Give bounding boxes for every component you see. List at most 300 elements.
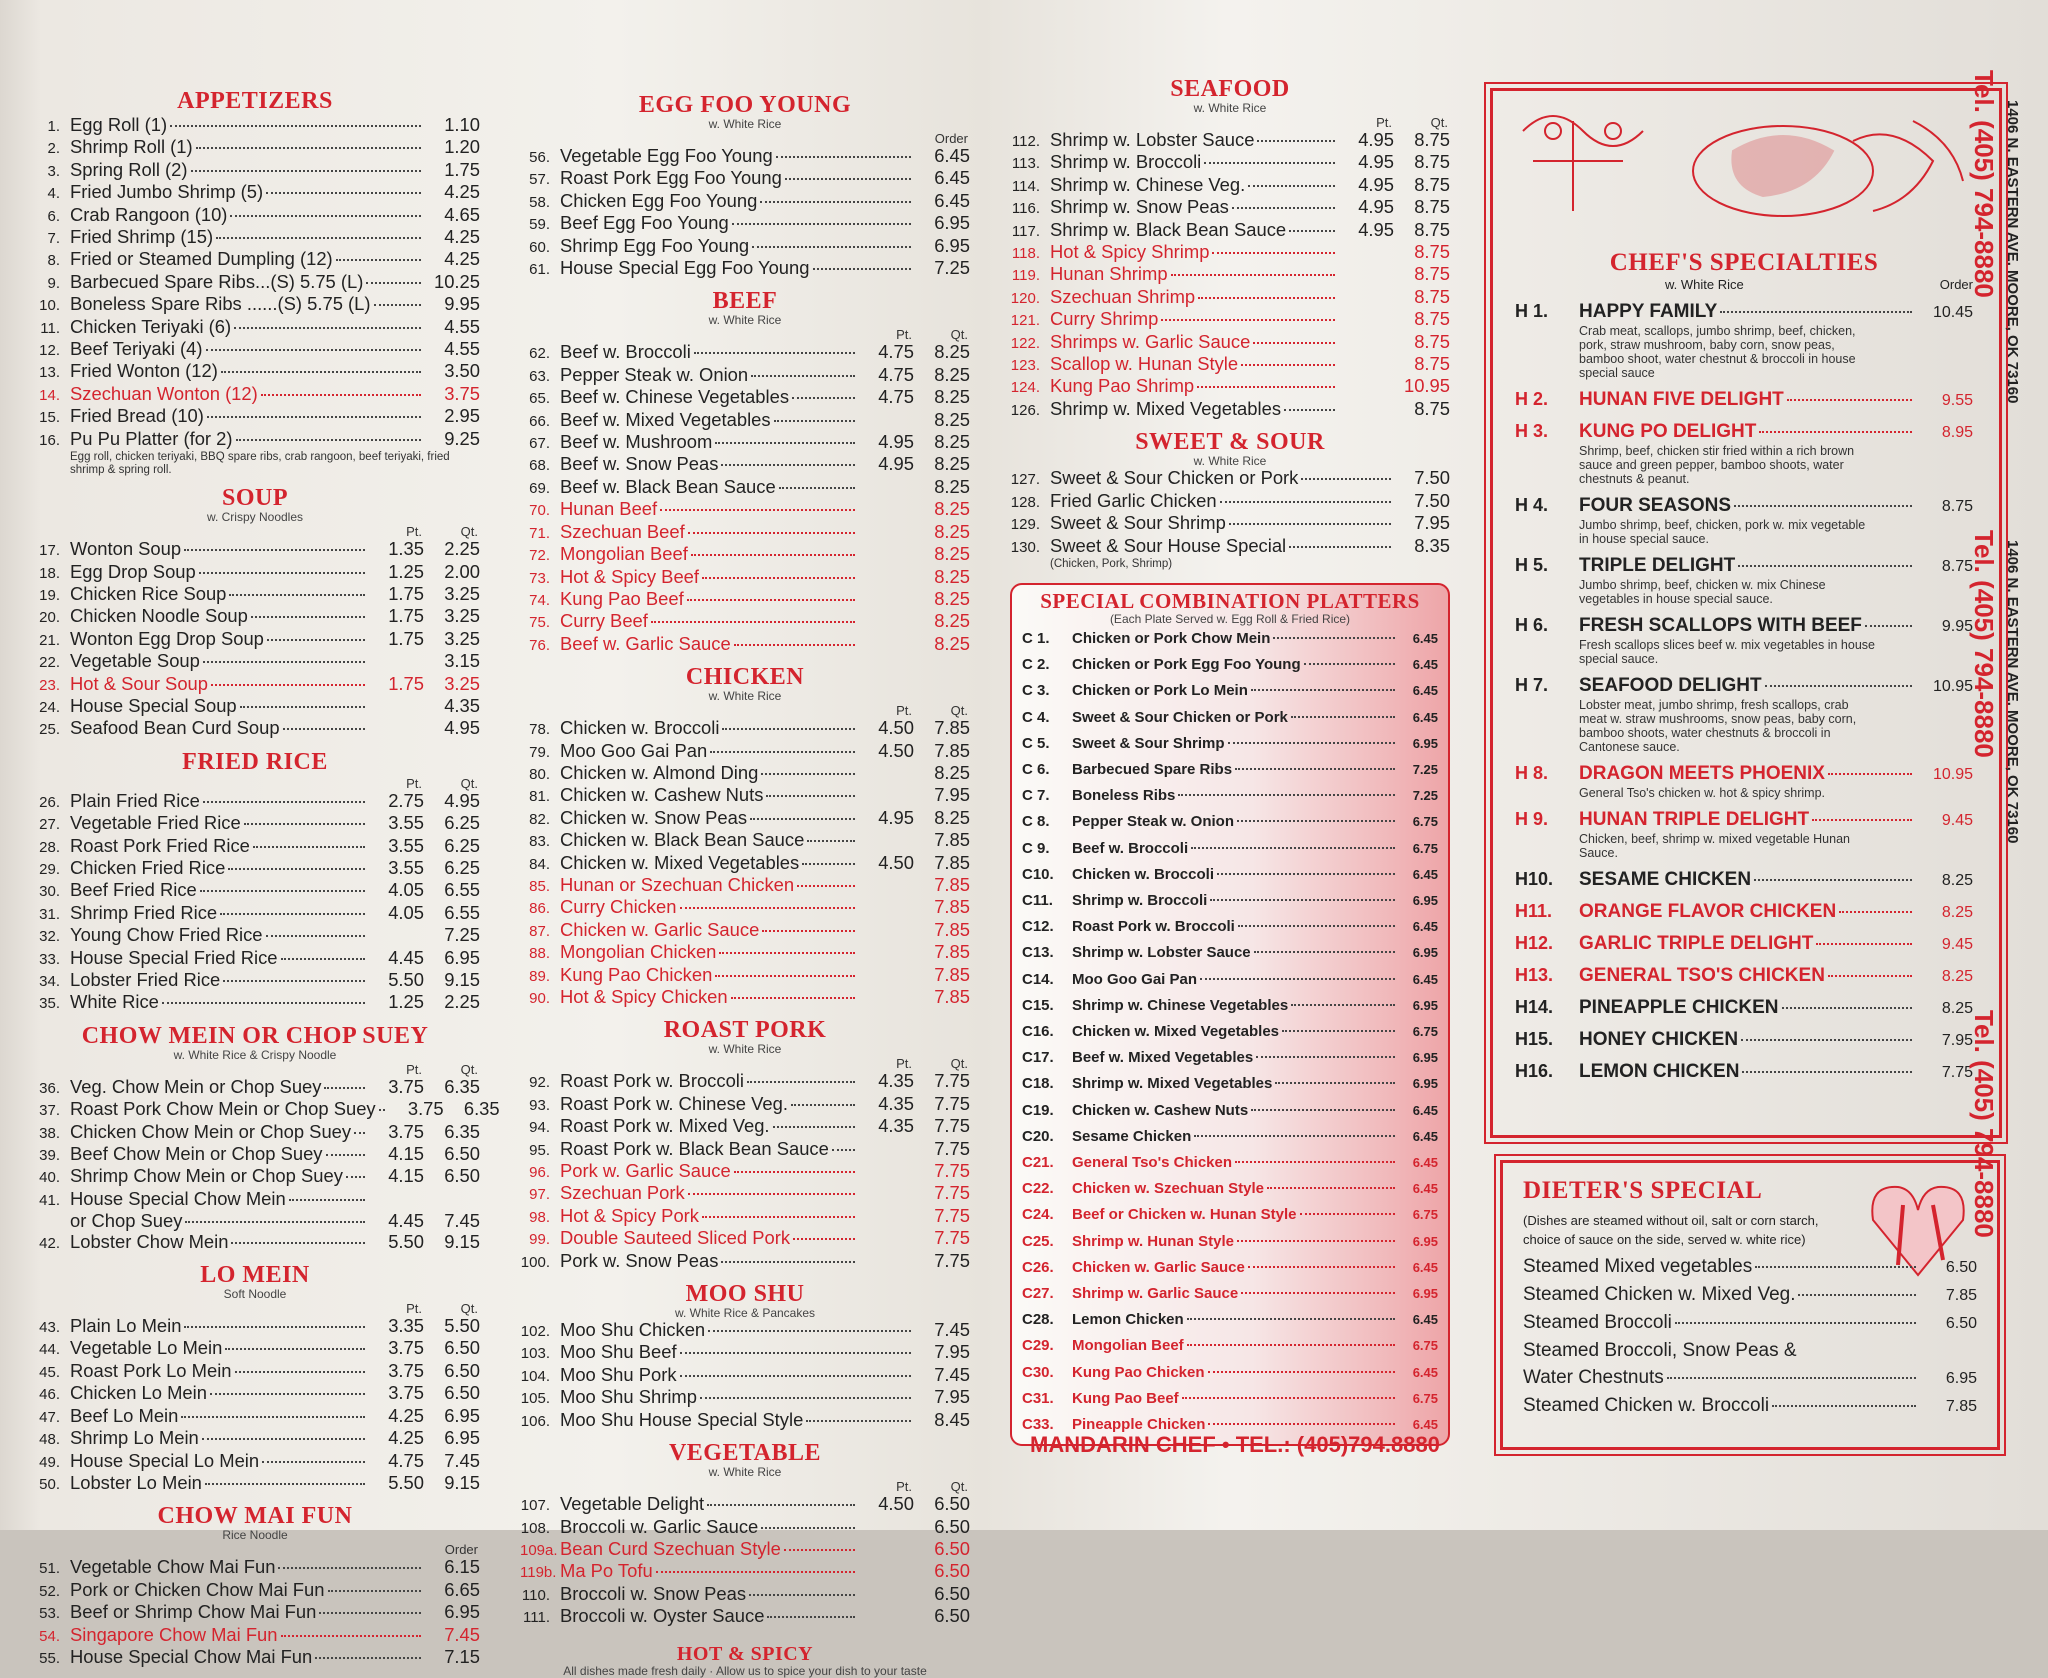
item-price: 4.25: [444, 248, 480, 270]
leader-dots: [236, 439, 421, 441]
leader-dots: [200, 890, 365, 892]
chef-name: PINEAPPLE CHICKEN: [1579, 997, 1779, 1018]
leader-dots: [774, 420, 855, 422]
item-number: 78.: [529, 721, 550, 739]
item-number: 13.: [39, 364, 60, 382]
menu-item: [520, 1206, 970, 1228]
item-number: 38.: [39, 1124, 60, 1142]
item-qt-price: 2.00: [444, 560, 480, 582]
combo-name: Shrimp w. Mixed Vegetables: [1072, 1075, 1273, 1093]
combo-item: [1022, 1386, 1438, 1412]
menu-item: [520, 897, 970, 919]
item-name: Shrimp w. Broccoli: [1050, 151, 1202, 173]
leader-dots: [281, 1635, 421, 1637]
item-pt-price: 3.75: [407, 1098, 444, 1120]
item-name: Ma Po Tofu: [560, 1560, 653, 1582]
dieter-price: 7.85: [1945, 1398, 1977, 1415]
leader-dots: [1191, 847, 1395, 849]
item-name: Kung Pao Shrimp: [1050, 375, 1195, 397]
chef-price: 8.25: [1941, 904, 1973, 921]
fried_rice-column-header: [30, 776, 480, 791]
combo-number: C 1.: [1022, 629, 1050, 647]
item-price: 6.45: [934, 189, 970, 211]
item-name: Chicken w. Cashew Nuts: [560, 784, 764, 806]
item-name: Roast Pork Fried Rice: [70, 834, 250, 856]
item-number: 120.: [1010, 289, 1040, 307]
item-qt-price: 6.50: [934, 1560, 970, 1582]
soup-title: SOUP: [221, 485, 288, 512]
chef-item: [1515, 900, 1973, 924]
leader-dots: [211, 684, 365, 686]
item-name: House Special Chow Mein: [70, 1187, 286, 1209]
item-name: Egg Roll (1): [70, 114, 168, 135]
item-name: Shrimp w. Chinese Veg.: [1050, 173, 1246, 195]
menu-item: [520, 1228, 970, 1250]
item-number: 33.: [39, 950, 60, 968]
menu-item: [30, 1580, 480, 1602]
item-name: Hot & Spicy Chicken: [560, 986, 728, 1007]
leader-dots: [660, 509, 855, 511]
menu-item: [30, 629, 480, 651]
chow_mai_fun-order-label: Order: [444, 1542, 478, 1558]
item-price: 4.65: [444, 203, 480, 225]
leader-dots: [278, 1567, 421, 1569]
item-pt-price: 4.35: [878, 1115, 914, 1137]
menu-item: [30, 1625, 480, 1647]
item-pt-price: 4.05: [388, 901, 424, 923]
menu-item: [520, 965, 970, 987]
item-name: Beef w. Garlic Sauce: [560, 632, 731, 654]
sweet_sour-subtitle: w. White Rice: [1193, 454, 1267, 469]
leader-dots: [229, 594, 365, 596]
item-name: Szechuan Pork: [560, 1182, 685, 1204]
item-number: 18.: [39, 564, 60, 582]
egg_foo_young-column-header: [520, 131, 970, 146]
menu-item: [30, 718, 480, 740]
leader-dots: [702, 1216, 855, 1218]
dieter-title: DIETER'S SPECIAL: [1523, 1177, 1763, 1204]
leader-dots: [762, 930, 855, 932]
item-qt-price: 7.85: [934, 739, 970, 761]
leader-dots: [722, 728, 855, 730]
menu-item: [1010, 332, 1450, 354]
item-number: 73.: [529, 569, 550, 587]
combo-item: [1022, 626, 1438, 652]
roast_pork-section: [520, 1017, 970, 1273]
menu-item: [30, 1189, 480, 1211]
roast_pork-title: ROAST PORK: [663, 1017, 827, 1044]
leader-dots: [1273, 637, 1395, 639]
sweet_sour-title: SWEET & SOUR: [1135, 429, 1325, 456]
leader-dots: [1301, 478, 1391, 480]
chef-name: KUNG PO DELIGHT: [1579, 421, 1757, 442]
item-price: 6.45: [934, 145, 970, 166]
combo-number: C19.: [1022, 1101, 1054, 1119]
item-name: Young Chow Fried Rice: [70, 924, 263, 946]
leader-dots: [767, 1616, 855, 1618]
egg_foo_young-title: EGG FOO YOUNG: [638, 92, 852, 118]
chef-name: TRIPLE DELIGHT: [1579, 555, 1736, 576]
leader-dots: [1212, 252, 1335, 254]
menu-item: [520, 1071, 970, 1093]
item-name: Boneless Spare Ribs ......(S) 5.75 (L): [70, 293, 371, 315]
leader-dots: [721, 464, 855, 466]
item-price: 8.35: [1414, 534, 1450, 556]
item-number: 129.: [1010, 516, 1040, 534]
item-number: 106.: [520, 1412, 550, 1430]
chef-desc: Fresh scallops slices beef w. mix vegetables in house special sauce.: [1579, 638, 1875, 666]
menu-item: [30, 429, 480, 451]
item-number: 126.: [1010, 401, 1040, 419]
item-price: 4.55: [444, 315, 480, 337]
item-price: 4.25: [444, 181, 480, 203]
item-pt-price: 4.35: [878, 1092, 914, 1114]
leader-dots: [1238, 925, 1395, 927]
item-number: 31.: [39, 905, 60, 923]
item-number: 89.: [529, 967, 550, 985]
item-qt-price: 9.15: [444, 1230, 480, 1252]
item-qt-price: 7.85: [934, 963, 970, 985]
item-name: Roast Pork w. Black Bean Sauce: [560, 1137, 829, 1159]
item-name: Moo Goo Gai Pan: [560, 739, 708, 761]
item-number: 92.: [529, 1074, 550, 1092]
item-pt-price: 4.50: [878, 739, 914, 761]
item-price: 4.25: [444, 226, 480, 248]
chef-item: [1515, 494, 1973, 518]
leader-dots: [1734, 505, 1912, 507]
item-number: 90.: [529, 990, 550, 1007]
leader-dots: [752, 246, 911, 248]
combo-price: 6.45: [1412, 657, 1438, 673]
menu-item: [30, 1428, 480, 1450]
item-qt-price: 4.95: [444, 717, 480, 739]
hot-spicy-note: All dishes made fresh daily · Allow us to spice your dish to your taste: [563, 1663, 927, 1678]
combo-number: C17.: [1022, 1049, 1054, 1067]
combo-item: [1022, 1202, 1438, 1228]
item-qt-price: 7.75: [934, 1115, 970, 1137]
item-name: Shrimp Egg Foo Young: [560, 234, 750, 256]
leader-dots: [1217, 873, 1395, 875]
combo-price: 6.45: [1412, 630, 1438, 646]
item-qt-price: 8.25: [934, 587, 970, 609]
chef-price: 8.25: [1941, 872, 1973, 889]
menu-item: [30, 1602, 480, 1624]
item-number: 52.: [39, 1582, 60, 1600]
item-name: Beef Egg Foo Young: [560, 212, 729, 234]
item-name: Beef w. Broccoli: [560, 341, 691, 363]
item-name: Curry Beef: [560, 610, 648, 632]
item-name: House Special Lo Mein: [70, 1449, 260, 1471]
leader-dots: [235, 1371, 365, 1373]
item-number: 56.: [529, 149, 550, 166]
chef-desc: Jumbo shrimp, beef, chicken w. mix Chinese vegetables in house special sauce.: [1579, 578, 1826, 606]
item-name: Beef w. Chinese Vegetables: [560, 386, 790, 408]
item-number: 63.: [529, 367, 550, 385]
combo-number: C18.: [1022, 1075, 1054, 1093]
chicken-section: [520, 664, 970, 1009]
item-name: Chicken w. Broccoli: [560, 717, 720, 739]
column-3: [1010, 68, 1450, 1446]
leader-dots: [750, 818, 855, 820]
item-pt-price: 4.45: [388, 1210, 424, 1232]
item-qt-price: 8.25: [934, 475, 970, 497]
item-number: 87.: [529, 922, 550, 940]
menu-item: [30, 813, 480, 835]
leader-dots: [228, 868, 365, 870]
leader-dots: [1198, 297, 1335, 299]
moo_shu-section: [520, 1281, 970, 1432]
leader-dots: [1235, 768, 1395, 770]
leader-dots: [1812, 819, 1912, 821]
combo-price: 6.45: [1412, 1259, 1438, 1275]
item-number: 110.: [521, 1586, 550, 1604]
leader-dots: [1248, 185, 1335, 187]
item-number: 9.: [47, 274, 60, 292]
menu-item: [30, 1406, 480, 1428]
item-pt-price: 5.50: [388, 1471, 424, 1493]
item-qt-price: 7.75: [934, 1137, 970, 1159]
combo-item: [1022, 862, 1438, 888]
item-price: 3.50: [444, 360, 480, 382]
item-pt-price: 4.25: [388, 1404, 424, 1426]
item-price: 7.15: [444, 1645, 480, 1667]
chef-name: LEMON CHICKEN: [1579, 1061, 1740, 1082]
roast_pork-qt-label: Qt.: [950, 1056, 968, 1072]
leader-dots: [651, 621, 855, 623]
menu-item: [520, 236, 970, 258]
menu-item: [30, 294, 480, 316]
leader-dots: [776, 156, 911, 158]
seafood-title: SEAFOOD: [1170, 76, 1290, 102]
dieter-item: [1523, 1281, 1977, 1309]
item-number: 24.: [39, 698, 60, 716]
item-number: 99.: [529, 1231, 550, 1249]
item-name: Beef w. Mixed Vegetables: [560, 408, 771, 430]
chef-name: HUNAN FIVE DELIGHT: [1579, 389, 1784, 410]
item-number: 54.: [39, 1627, 60, 1645]
dieter-item: [1523, 1392, 1977, 1420]
item-pt-price: 4.95: [878, 806, 914, 828]
combo-price: 6.45: [1412, 1128, 1438, 1144]
item-number: 69.: [529, 479, 550, 497]
item-pt-price: 4.95: [1358, 173, 1394, 195]
combo-number: C24.: [1022, 1206, 1054, 1224]
leader-dots: [207, 416, 421, 418]
item-qt-price: 7.45: [444, 1449, 480, 1471]
item-name: Beef w. Black Bean Sauce: [560, 475, 776, 497]
chef-number: H15.: [1515, 1029, 1554, 1049]
item-number: 123.: [1010, 357, 1040, 375]
item-pt-price: 4.75: [388, 1449, 424, 1471]
leader-dots: [170, 125, 421, 127]
leader-dots: [751, 375, 855, 377]
leader-dots: [734, 644, 855, 646]
item-name: Hot & Spicy Pork: [560, 1204, 699, 1226]
item-qt-price: 6.95: [444, 1404, 480, 1426]
leader-dots: [680, 1375, 911, 1377]
menu-item: [30, 584, 480, 606]
menu-item: [1010, 309, 1450, 331]
item-qt-price: 9.15: [444, 1471, 480, 1493]
sweet_sour-section: [1010, 429, 1450, 571]
leader-dots: [680, 907, 855, 909]
leader-dots: [202, 1438, 365, 1440]
item-name: Chicken Rice Soup: [70, 582, 227, 604]
combo-price: 6.45: [1412, 1154, 1438, 1170]
combo-number: C 2.: [1022, 656, 1050, 674]
item-name: Hunan Shrimp: [1050, 263, 1168, 285]
menu-item: [30, 925, 480, 947]
item-qt-price: 7.85: [934, 941, 970, 963]
chicken-subtitle: w. White Rice: [708, 689, 782, 704]
chef-item: [1515, 964, 1973, 988]
chef-sub: w. White Rice: [1665, 277, 1744, 292]
item-qt-price: 7.85: [934, 717, 970, 739]
item-name: Shrimp Fried Rice: [70, 901, 218, 923]
item-name: Beef w. Snow Peas: [560, 453, 719, 475]
chef-item: [1515, 300, 1973, 324]
leader-dots: [251, 616, 365, 618]
leader-dots: [1289, 546, 1391, 548]
combo-item: [1022, 1307, 1438, 1333]
chef-desc: General Tso's chicken w. hot & spicy shrimp.: [1579, 786, 1826, 800]
item-qt-price: 8.25: [934, 632, 970, 654]
item-pt-price: 4.25: [388, 1427, 424, 1449]
item-qt-price: 8.25: [934, 610, 970, 632]
leader-dots: [1220, 501, 1391, 503]
combo-price: 6.95: [1412, 1285, 1438, 1301]
item-name: Chicken w. Almond Ding: [560, 761, 759, 783]
item-qt-price: 6.35: [444, 1120, 480, 1142]
item-number: 12.: [39, 342, 60, 360]
leader-dots: [191, 170, 421, 172]
menu-item: [1010, 287, 1450, 309]
chef-name: GENERAL TSO'S CHICKEN: [1579, 965, 1825, 986]
leader-dots: [244, 823, 365, 825]
leader-dots: [225, 1348, 365, 1350]
chef-desc: Chicken, beef, shrimp w. mixed vegetable Hunan Sauce.: [1579, 832, 1850, 860]
item-name: House Special Soup: [70, 694, 237, 716]
combo-item: [1022, 705, 1438, 731]
item-name: Sweet & Sour Shrimp: [1050, 512, 1226, 534]
item-pt-price: 1.75: [388, 672, 424, 694]
item-qt-price: 8.25: [934, 543, 970, 565]
item-name: Chicken Chow Mein or Chop Suey: [70, 1120, 352, 1142]
combo-number: C22.: [1022, 1180, 1054, 1198]
leader-dots: [702, 577, 855, 579]
menu-item: [520, 830, 970, 852]
item-pt-price: 1.35: [388, 538, 424, 560]
leader-dots: [734, 1171, 855, 1173]
chef-item: [1515, 996, 1973, 1020]
menu-item: [520, 987, 970, 1009]
item-number: 85.: [529, 877, 550, 895]
menu-item: [520, 942, 970, 964]
item-number: 97.: [529, 1186, 550, 1204]
leader-dots: [266, 935, 365, 937]
combo-item: [1022, 678, 1438, 704]
chef-number: H 9.: [1515, 809, 1549, 829]
dieter-name: Water Chestnuts: [1523, 1367, 1664, 1388]
combo-item: [1022, 1150, 1438, 1176]
item-name: Lobster Lo Mein: [70, 1471, 202, 1493]
column-2: [520, 84, 970, 1678]
item-price: 8.45: [934, 1408, 970, 1430]
item-name: Roast Pork w. Broccoli: [560, 1070, 744, 1092]
combo-name: Pineapple Chicken: [1072, 1416, 1206, 1433]
item-number: 19.: [39, 586, 60, 604]
item-number: 114.: [1011, 177, 1040, 195]
side-strip: [1960, 60, 2040, 1520]
item-name: Pork w. Garlic Sauce: [560, 1160, 731, 1182]
item-number: 76.: [529, 636, 550, 654]
item-price: 6.65: [444, 1578, 480, 1600]
leader-dots: [181, 1416, 365, 1418]
item-number: 107.: [520, 1497, 550, 1515]
chef-title: CHEF'S SPECIALTIES: [1609, 249, 1879, 276]
leader-dots: [261, 394, 421, 396]
moo_shu-subtitle: w. White Rice & Pancakes: [674, 1306, 816, 1321]
combo-price: 6.95: [1412, 997, 1438, 1013]
leader-dots: [1253, 342, 1335, 344]
chef-number: H 7.: [1515, 675, 1549, 695]
item-price: 1.75: [444, 158, 480, 180]
item-qt-price: 7.75: [934, 1160, 970, 1182]
fried_rice-pt-label: Pt.: [406, 775, 422, 791]
item-name: Fried or Steamed Dumpling (12): [70, 248, 333, 270]
combo-item: [1022, 1281, 1438, 1307]
combo-number: C 7.: [1022, 787, 1050, 805]
item-name: Hot & Spicy Shrimp: [1050, 241, 1210, 263]
item-qt-price: 7.75: [934, 1092, 970, 1114]
menu-item: [30, 182, 480, 204]
item-name: Lobster Fried Rice: [70, 969, 221, 990]
leader-dots: [1161, 319, 1335, 321]
item-name: Broccoli w. Oyster Sauce: [560, 1605, 765, 1627]
seafood-column-header: [1010, 115, 1450, 130]
item-name: Fried Jumbo Shrimp (5): [70, 181, 264, 203]
menu-item: [30, 1361, 480, 1383]
lo_mein-column-header: [30, 1301, 480, 1316]
chicken-column-header: [520, 703, 970, 718]
item-price: 7.50: [1414, 489, 1450, 511]
item-number: 57.: [529, 171, 550, 189]
egg_foo_young-subtitle: w. White Rice: [708, 117, 782, 131]
combo-name: Chicken w. Cashew Nuts: [1072, 1101, 1249, 1119]
item-name: Seafood Bean Curd Soup: [70, 717, 280, 739]
item-name: Pork w. Snow Peas: [560, 1249, 719, 1271]
leader-dots: [185, 1221, 365, 1223]
beef-pt-label: Pt.: [896, 327, 912, 343]
leader-dots: [1248, 1266, 1395, 1268]
item-number: 71.: [529, 524, 550, 542]
combo-number: C 6.: [1022, 760, 1050, 778]
chef-price: 10.95: [1932, 678, 1973, 695]
menu-item: [30, 674, 480, 696]
dieter-name: Steamed Chicken w. Mixed Veg.: [1523, 1284, 1796, 1305]
item-number: 44.: [39, 1341, 60, 1359]
item-name: Vegetable Delight: [560, 1493, 705, 1515]
chef-name: HAPPY FAMILY: [1579, 301, 1718, 322]
item-number: 81.: [529, 788, 550, 806]
item-qt-price: 5.50: [444, 1315, 480, 1337]
item-number: 50.: [39, 1475, 60, 1493]
item-name: Beef Teriyaki (4): [70, 338, 203, 360]
menu-item: [520, 410, 970, 432]
item-name: Szechuan Beef: [560, 520, 685, 542]
item-qt-price: 6.50: [934, 1605, 970, 1627]
combo-number: C15.: [1022, 996, 1054, 1014]
